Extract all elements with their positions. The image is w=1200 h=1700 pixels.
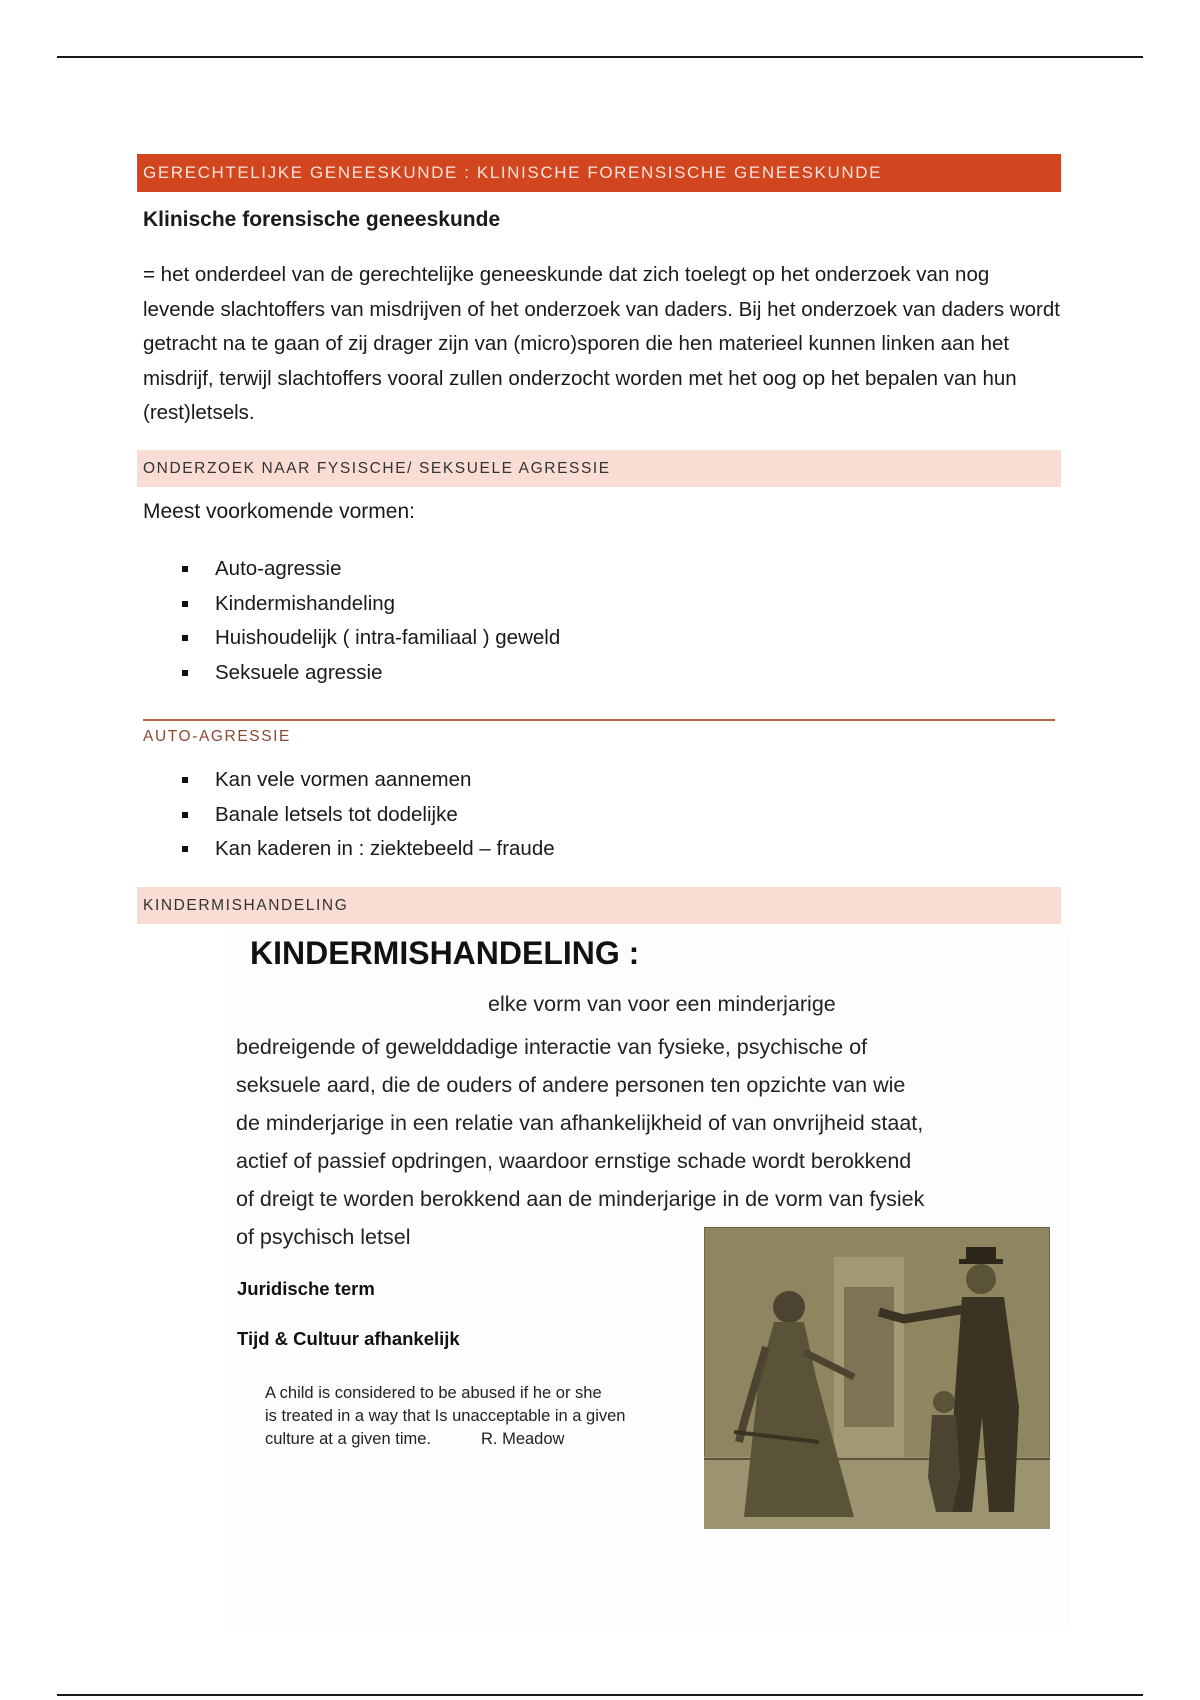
agressie-section-header: ONDERZOEK NAAR FYSISCHE/ SEKSUELE AGRESSIE [137, 450, 1061, 487]
top-rule [57, 56, 1143, 58]
bullet-icon [182, 777, 188, 783]
auto-agressie-list [180, 763, 555, 867]
quote-author: R. Meadow [481, 1430, 565, 1448]
slide-quote: A child is considered to be abused if he or she is treated in a way that Is unacceptable in a given culture at a given time. R. Meadow [265, 1384, 626, 1448]
list-item: Kindermishandeling [180, 587, 560, 622]
auto-agressie-header: AUTO-AGRESSIE [143, 728, 291, 745]
bullet-icon [182, 812, 188, 818]
list-item: Kan kaderen in : ziektebeeld – fraude [180, 832, 555, 867]
bullet-icon [182, 635, 188, 641]
bullet-icon [182, 846, 188, 852]
engraving-illustration [704, 1227, 1050, 1529]
subheading: Klinische forensische geneeskunde [143, 208, 501, 231]
main-section-header: GERECHTELIJKE GENEESKUNDE : KLINISCHE FORENSISCHE GENEESKUNDE [137, 154, 1061, 192]
slide-lead: elke vorm van voor een minderjarige [488, 992, 836, 1016]
list-item: Kan vele vormen aannemen [180, 763, 555, 798]
bullet-icon [182, 601, 188, 607]
definition-paragraph: = het onderdeel van de gerechtelijke geneeskunde dat zich toelegt op het onderzoek van nog levende slachtoffers van misdrijven of het onderzoek van daders. Bij het onderzoek van daders wordt getracht na te gaan of zij drager zijn van (micro)sporen die hen materieel kunnen linken aan het misdrijf, terwijl slachtoffers vooral zullen onderzocht worden met het oog op het bepalen van hun (rest)letsels. [143, 263, 1060, 424]
slide-title: KINDERMISHANDELING : [250, 935, 640, 971]
agressie-intro: Meest voorkomende vormen: [143, 500, 415, 523]
kindermishandeling-section-header: KINDERMISHANDELING [137, 887, 1061, 924]
bullet-icon [182, 670, 188, 676]
list-item: Seksuele agressie [180, 656, 560, 691]
slide-body: bedreigende of gewelddadige interactie van fysieke, psychische of seksuele aard, die de ouders of andere personen ten opzichte van wie de minderjarige in een relatie van afhankelijkheid of van onvrijheid staat, actief of passief opdringen, waardoor ernstige schade wordt berokkend of dreigt te worden berokkend aan de minderjarige in de vorm van fysiek of psychisch letsel [236, 1035, 925, 1249]
list-item: Huishoudelijk ( intra-familiaal ) geweld [180, 621, 560, 656]
auto-agressie-divider [143, 719, 1055, 721]
agressie-list [180, 552, 560, 690]
bottom-rule [57, 1694, 1143, 1696]
slide-tijd-cultuur: Tijd & Cultuur afhankelijk [237, 1328, 460, 1349]
slide-juridische-term: Juridische term [237, 1278, 375, 1299]
bullet-icon [182, 566, 188, 572]
list-item: Auto-agressie [180, 552, 560, 587]
list-item: Banale letsels tot dodelijke [180, 798, 555, 833]
